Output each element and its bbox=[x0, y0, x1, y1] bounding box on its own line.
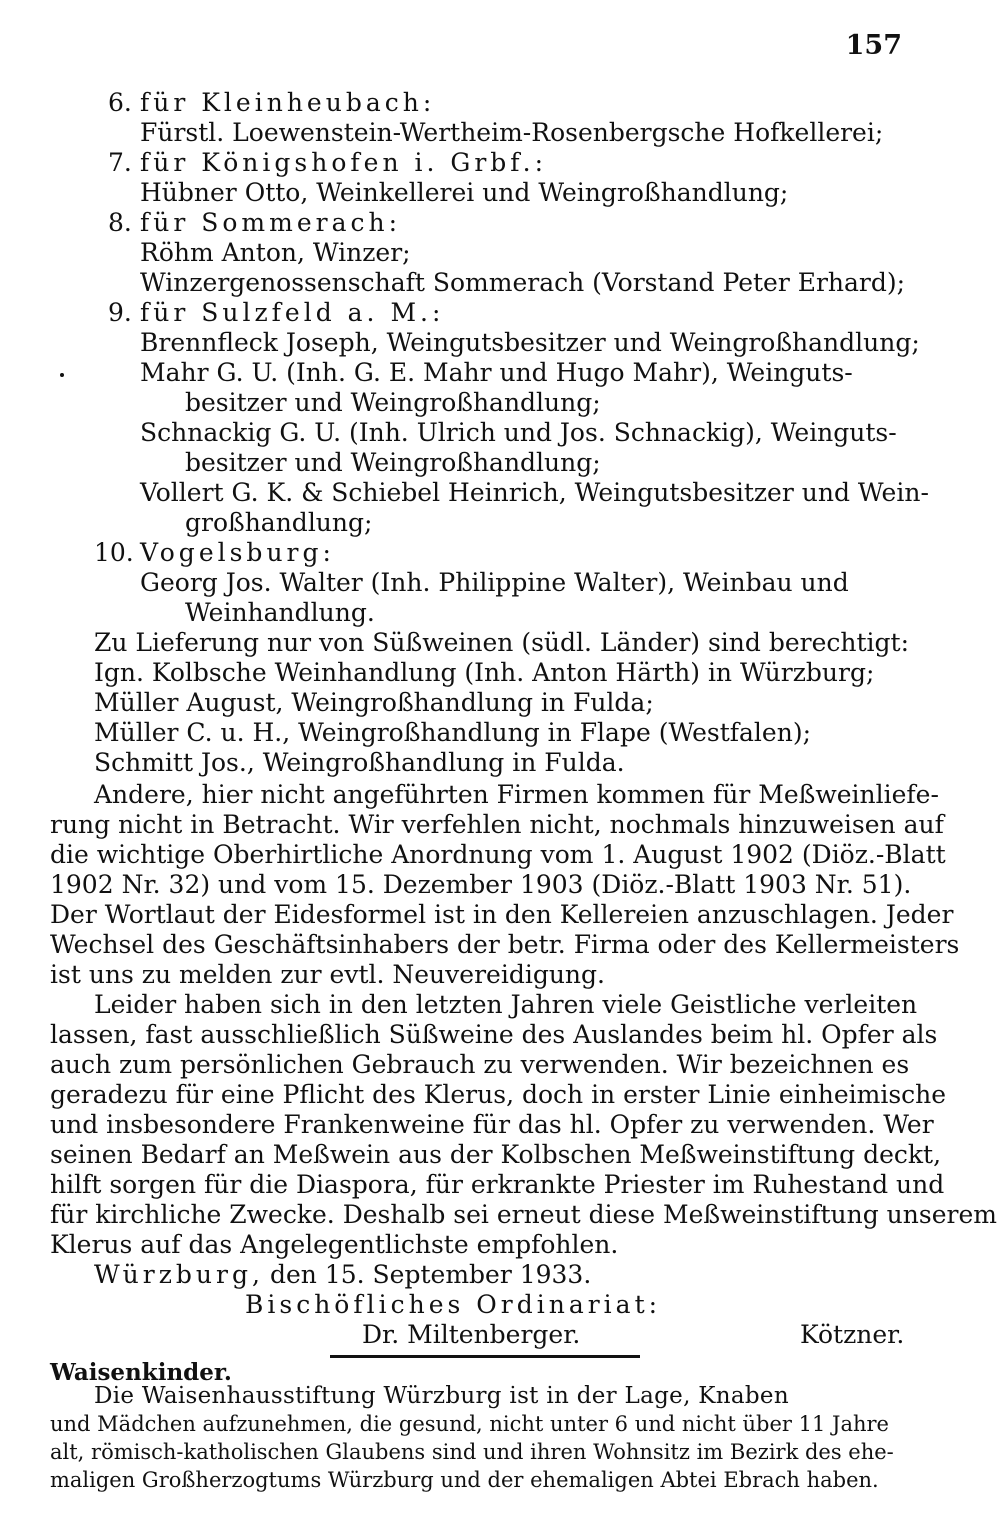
section-divider bbox=[330, 1355, 640, 1358]
paragraph-2-line-1: Leider haben sich in den letzten Jahren viele Geistliche verleiten bbox=[94, 990, 918, 1019]
paragraph-1-line-2: rung nicht in Betracht. Wir verfehlen nicht, nochmals hinzuweisen auf bbox=[50, 810, 944, 839]
entry-9-number: 9. bbox=[108, 298, 132, 327]
sweet-wine-firm-4: Schmitt Jos., Weingroßhandlung in Fulda. bbox=[94, 748, 625, 777]
entry-10-place: Vogelsburg: bbox=[140, 538, 335, 567]
closing-date: den 15. September 1933. bbox=[270, 1260, 592, 1289]
page-number: 157 bbox=[845, 30, 902, 61]
entry-8-line-2: Winzergenossenschaft Sommerach (Vorstand Peter Erhard); bbox=[140, 268, 906, 297]
entry-10-line-2: Weinhandlung. bbox=[185, 598, 375, 627]
paragraph-2-line-3: auch zum persönlichen Gebrauch zu verwenden. Wir bezeichnen es bbox=[50, 1050, 910, 1079]
entry-7-line-1: Hübner Otto, Weinkellerei und Weingroßhandlung; bbox=[140, 178, 789, 207]
paragraph-2-line-6: seinen Bedarf an Meßwein aus der Kolbschen Meßweinstiftung deckt, bbox=[50, 1140, 942, 1169]
entry-7-place: für Königshofen i. Grbf.: bbox=[140, 148, 548, 177]
entry-8-number: 8. bbox=[108, 208, 132, 237]
entry-9-line-7: großhandlung; bbox=[185, 508, 373, 537]
entry-8-line-1: Röhm Anton, Winzer; bbox=[140, 238, 411, 267]
paragraph-1-line-3: die wichtige Oberhirtliche Anordnung vom 1. August 1902 (Diöz.-Blatt bbox=[50, 840, 946, 869]
entry-6-number: 6. bbox=[108, 88, 132, 117]
paragraph-2-line-9: Klerus auf das Angelegentlichste empfohlen. bbox=[50, 1230, 619, 1259]
entry-8-place: für Sommerach: bbox=[140, 208, 402, 237]
signer-1: Dr. Miltenberger. bbox=[362, 1320, 581, 1349]
orphans-heading: Waisenkinder. bbox=[50, 1359, 232, 1386]
paragraph-2-line-7: hilft sorgen für die Diaspora, für erkrankte Priester im Ruhestand und bbox=[50, 1170, 945, 1199]
sweet-wine-intro: Zu Lieferung nur von Süßweinen (südl. Länder) sind berechtigt: bbox=[94, 628, 910, 657]
entry-9-line-1: Brennfleck Joseph, Weingutsbesitzer und Weingroßhandlung; bbox=[140, 328, 920, 357]
paragraph-2-line-4: geradezu für eine Pflicht des Klerus, doch in erster Linie einheimische bbox=[50, 1080, 947, 1109]
entry-9-place: für Sulzfeld a. M.: bbox=[140, 298, 445, 327]
entry-9-line-4: Schnackig G. U. (Inh. Ulrich und Jos. Schnackig), Weinguts- bbox=[140, 418, 897, 447]
entry-7-number: 7. bbox=[108, 148, 132, 177]
signer-2: Kötzner. bbox=[800, 1320, 905, 1349]
entry-9-line-6: Vollert G. K. & Schiebel Heinrich, Weingutsbesitzer und Wein- bbox=[140, 478, 929, 507]
sweet-wine-firm-2: Müller August, Weingroßhandlung in Fulda; bbox=[94, 688, 654, 717]
paragraph-1-line-5: Der Wortlaut der Eidesformel ist in den Kellereien anzuschlagen. Jeder bbox=[50, 900, 954, 929]
orphans-line-2: und Mädchen aufzunehmen, die gesund, nicht unter 6 und nicht über 11 Jahre bbox=[50, 1412, 889, 1436]
paragraph-1-line-7: ist uns zu melden zur evtl. Neuvereidigung. bbox=[50, 960, 605, 989]
paragraph-1-line-1: Andere, hier nicht angeführten Firmen kommen für Meßweinliefe- bbox=[94, 780, 939, 809]
paragraph-2-line-2: lassen, fast ausschließlich Süßweine des Auslandes beim hl. Opfer als bbox=[50, 1020, 938, 1049]
entry-10-line-1: Georg Jos. Walter (Inh. Philippine Walter), Weinbau und bbox=[140, 568, 849, 597]
paragraph-2-line-8: für kirchliche Zwecke. Deshalb sei erneut diese Meßweinstiftung unserem bbox=[50, 1200, 997, 1229]
sweet-wine-firm-3: Müller C. u. H., Weingroßhandlung in Flape (Westfalen); bbox=[94, 718, 812, 747]
orphans-line-3: alt, römisch-katholischen Glaubens sind und ihren Wohnsitz im Bezirk des ehe- bbox=[50, 1440, 894, 1464]
paragraph-1-line-4: 1902 Nr. 32) und vom 15. Dezember 1903 (Diöz.-Blatt 1903 Nr. 51). bbox=[50, 870, 912, 899]
entry-9-line-2: Mahr G. U. (Inh. G. E. Mahr und Hugo Mahr), Weinguts- bbox=[140, 358, 853, 387]
orphans-line-4: maligen Großherzogtums Würzburg und der ehemaligen Abtei Ebrach haben. bbox=[50, 1468, 879, 1492]
entry-10-number: 10. bbox=[94, 538, 134, 567]
paragraph-1-line-6: Wechsel des Geschäftsinhabers der betr. Firma oder des Kellermeisters bbox=[50, 930, 960, 959]
stray-dot bbox=[60, 373, 64, 377]
closing-authority: Bischöfliches Ordinariat: bbox=[245, 1290, 662, 1319]
sweet-wine-firm-1: Ign. Kolbsche Weinhandlung (Inh. Anton Härth) in Würzburg; bbox=[94, 658, 875, 687]
closing-place: Würzburg, bbox=[94, 1260, 264, 1289]
entry-6-line-1: Fürstl. Loewenstein-Wertheim-Rosenbergsche Hofkellerei; bbox=[140, 118, 884, 147]
paragraph-2-line-5: und insbesondere Frankenweine für das hl. Opfer zu verwenden. Wer bbox=[50, 1110, 934, 1139]
entry-6-place: für Kleinheubach: bbox=[140, 88, 436, 117]
entry-9-line-3: besitzer und Weingroßhandlung; bbox=[185, 388, 601, 417]
orphans-line-1: Die Waisenhausstiftung Würzburg ist in der Lage, Knaben bbox=[94, 1383, 789, 1409]
entry-9-line-5: besitzer und Weingroßhandlung; bbox=[185, 448, 601, 477]
